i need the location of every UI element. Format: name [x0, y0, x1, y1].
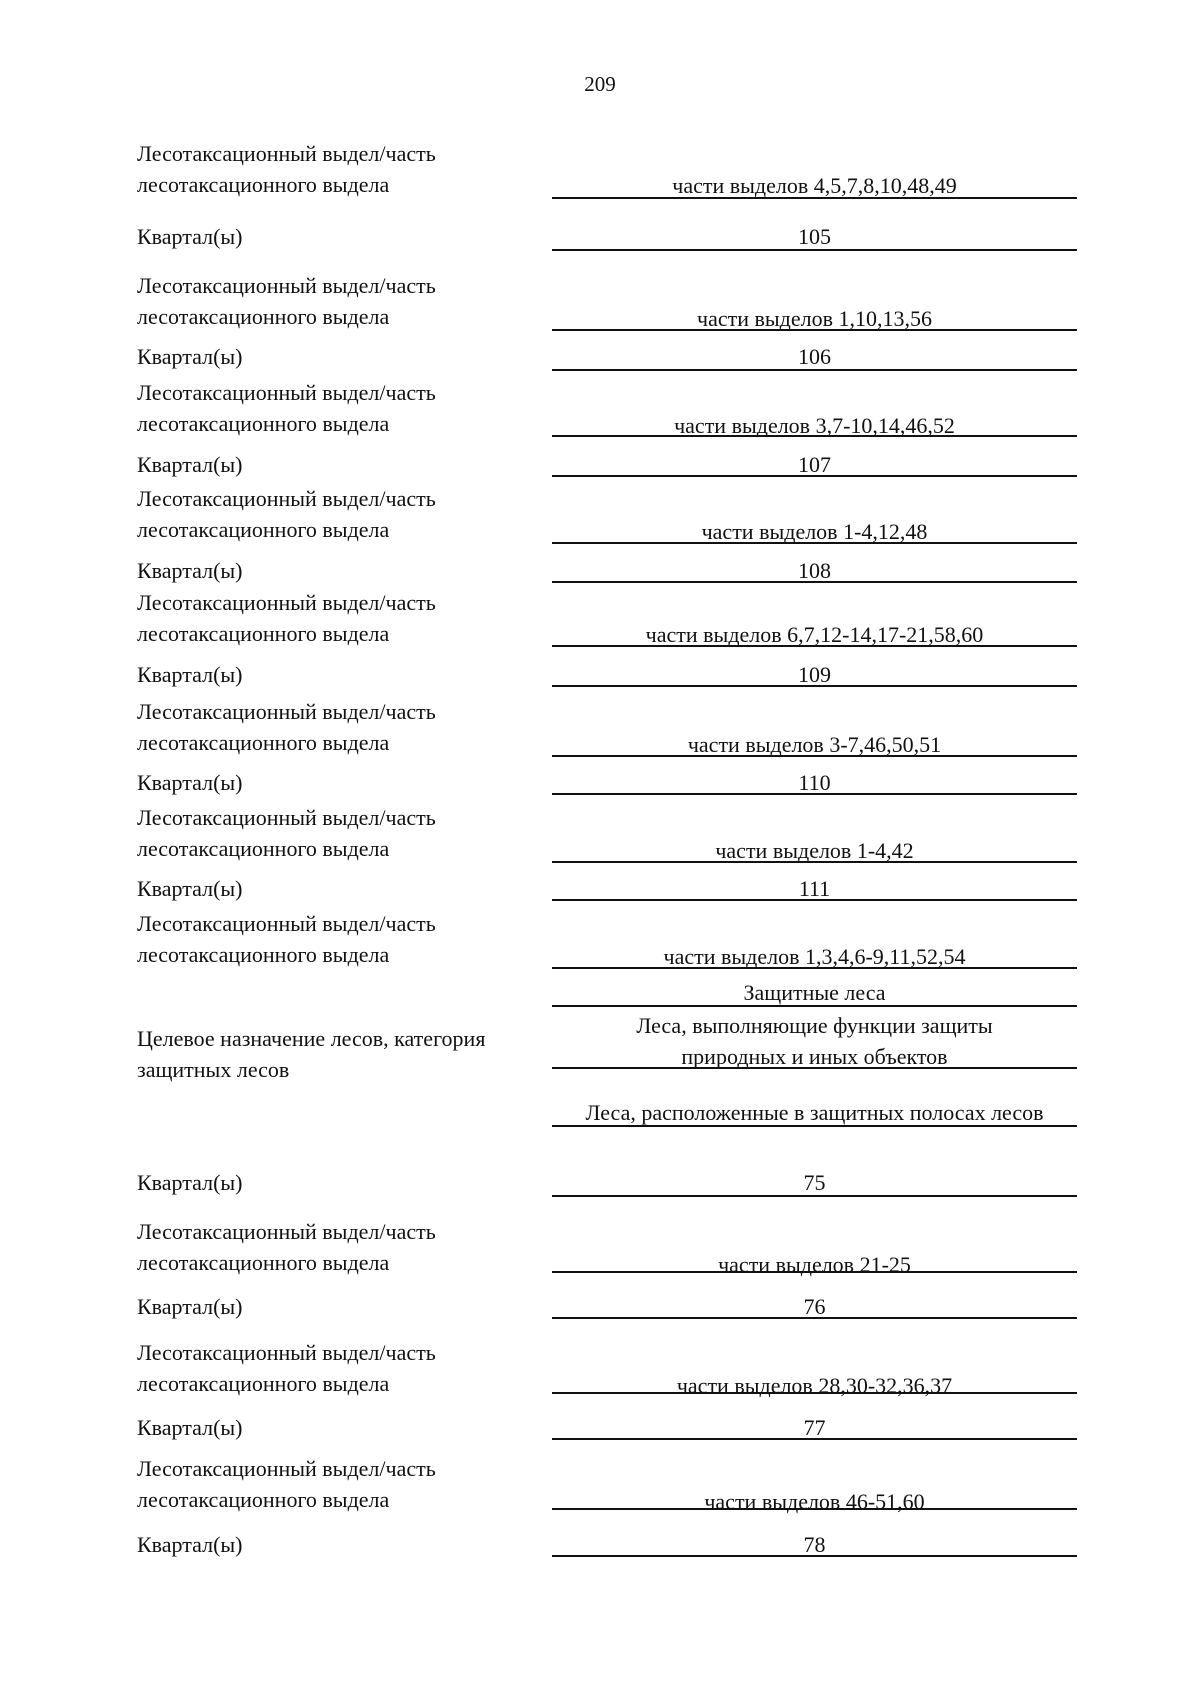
- field-value-line: части выделов 3-7,46,50,51: [687, 732, 942, 757]
- field-value: [552, 221, 1077, 251]
- field-value: [552, 555, 1077, 583]
- field-label: [137, 483, 542, 545]
- field-value-line: части выделов 28,30-32,36,37: [676, 1373, 953, 1398]
- field-value: [552, 941, 1077, 969]
- field-value-line: части выделов 1,3,4,6-9,11,52,54: [663, 944, 966, 969]
- field-value-line: Защитные леса: [743, 980, 886, 1005]
- field-value-line: части выделов 3,7-10,14,46,52: [674, 413, 955, 438]
- field-value: [552, 659, 1077, 687]
- field-value-line: 75: [803, 1170, 826, 1195]
- field-label: [137, 1529, 542, 1560]
- field-value-line: природных и иных объектов: [681, 1044, 948, 1069]
- field-label: [137, 873, 542, 904]
- field-value-line: 111: [798, 876, 831, 901]
- field-value: [552, 1097, 1077, 1127]
- field-value-line: части выделов 1-4,12,48: [701, 519, 928, 544]
- field-value-line: 109: [798, 662, 831, 687]
- field-label-line: Лесотаксационный выдел/часть: [137, 1456, 436, 1481]
- field-value-line: Леса, расположенные в защитных полосах лесов: [585, 1100, 1044, 1125]
- field-label-line: Лесотаксационный выдел/часть: [137, 486, 436, 511]
- field-label-line: Квартал(ы): [137, 662, 243, 687]
- field-label-line: Лесотаксационный выдел/часть: [137, 590, 436, 615]
- field-label-line: Квартал(ы): [137, 344, 243, 369]
- field-label-line: Лесотаксационный выдел/часть: [137, 1219, 436, 1244]
- field-label-line: Квартал(ы): [137, 770, 243, 795]
- field-label-line: лесотаксационного выдела: [137, 621, 390, 646]
- page-number: 209: [584, 72, 616, 96]
- field-label: [137, 555, 542, 586]
- field-value: [552, 977, 1077, 1007]
- field-value-line: части выделов 6,7,12-14,17-21,58,60: [645, 622, 984, 647]
- field-value: [552, 1412, 1077, 1440]
- field-label-line: лесотаксационного выдела: [137, 942, 390, 967]
- field-value-line: 108: [798, 558, 831, 583]
- field-label: [137, 1412, 542, 1443]
- field-label: [137, 221, 542, 252]
- field-label-line: Квартал(ы): [137, 1170, 243, 1195]
- field-label: [137, 1023, 542, 1085]
- field-label-line: лесотаксационного выдела: [137, 1250, 390, 1275]
- field-value: [552, 410, 1077, 437]
- field-value-line: 76: [803, 1294, 826, 1319]
- field-label-line: Квартал(ы): [137, 558, 243, 583]
- field-label: [137, 1167, 542, 1198]
- field-value-line: части выделов 4,5,7,8,10,48,49: [672, 173, 957, 198]
- field-label-line: Лесотаксационный выдел/часть: [137, 805, 436, 830]
- field-label-line: защитных лесов: [137, 1057, 290, 1082]
- field-value-line: части выделов 1-4,42: [715, 838, 914, 863]
- field-label: [137, 138, 542, 200]
- field-label-line: Квартал(ы): [137, 452, 243, 477]
- field-label: [137, 587, 542, 649]
- field-value-line: 110: [798, 770, 831, 795]
- field-value: [552, 835, 1077, 863]
- field-value-line: части выделов 46-51,60: [704, 1489, 925, 1514]
- field-label-line: лесотаксационного выдела: [137, 411, 390, 436]
- field-label-line: Целевое назначение лесов, категория: [137, 1026, 486, 1051]
- field-value: [552, 1291, 1077, 1319]
- field-label: [137, 341, 542, 372]
- field-label-line: Лесотаксационный выдел/часть: [137, 1340, 436, 1365]
- field-value: [552, 619, 1077, 647]
- field-value: [552, 1167, 1077, 1197]
- field-value: [552, 303, 1077, 331]
- field-label: [137, 1453, 542, 1515]
- field-label-line: Квартал(ы): [137, 224, 243, 249]
- field-value-line: 105: [798, 224, 831, 249]
- field-label: [137, 802, 542, 864]
- field-value-line: 78: [803, 1532, 826, 1557]
- field-label-line: Лесотаксационный выдел/часть: [137, 141, 436, 166]
- field-label-line: Квартал(ы): [137, 1415, 243, 1440]
- field-label-line: лесотаксационного выдела: [137, 1487, 390, 1512]
- field-label: [137, 1291, 542, 1322]
- field-value: [552, 516, 1077, 544]
- field-value: [552, 1249, 1077, 1277]
- field-label-line: Лесотаксационный выдел/часть: [137, 273, 436, 298]
- field-label: [137, 449, 542, 480]
- field-value: [552, 1486, 1077, 1514]
- field-label: [137, 377, 542, 439]
- field-label-line: Квартал(ы): [137, 876, 243, 901]
- field-value-line: части выделов 21-25: [718, 1252, 911, 1277]
- field-value-line: Леса, выполняющие функции защиты: [636, 1013, 993, 1038]
- field-value: [552, 1010, 1077, 1069]
- field-label-line: лесотаксационного выдела: [137, 172, 390, 197]
- field-label-line: Квартал(ы): [137, 1532, 243, 1557]
- field-value-line: части выделов 1,10,13,56: [697, 306, 932, 331]
- field-label-line: лесотаксационного выдела: [137, 517, 390, 542]
- field-label-line: лесотаксационного выдела: [137, 1371, 390, 1396]
- field-value: [552, 1370, 1077, 1398]
- field-label: [137, 1337, 542, 1399]
- field-value: [552, 341, 1077, 371]
- field-value: [552, 170, 1077, 199]
- field-label: [137, 270, 542, 332]
- field-value-line: 107: [798, 452, 831, 477]
- field-label: [137, 696, 542, 758]
- field-value: [552, 1529, 1077, 1557]
- field-label-line: лесотаксационного выдела: [137, 836, 390, 861]
- field-value: [552, 729, 1077, 757]
- field-label: [137, 659, 542, 690]
- field-label: [137, 767, 542, 798]
- field-label-line: Лесотаксационный выдел/часть: [137, 699, 436, 724]
- field-label-line: лесотаксационного выдела: [137, 304, 390, 329]
- field-label: [137, 1216, 542, 1278]
- field-label-line: лесотаксационного выдела: [137, 730, 390, 755]
- field-label-line: Лесотаксационный выдел/часть: [137, 911, 436, 936]
- field-label: [137, 908, 542, 970]
- field-value: [552, 767, 1077, 795]
- field-label-line: Квартал(ы): [137, 1294, 243, 1319]
- field-value-line: 106: [798, 344, 831, 369]
- field-value: [552, 873, 1077, 901]
- field-label-line: Лесотаксационный выдел/часть: [137, 380, 436, 405]
- field-value-line: 77: [803, 1415, 826, 1440]
- field-value: [552, 449, 1077, 477]
